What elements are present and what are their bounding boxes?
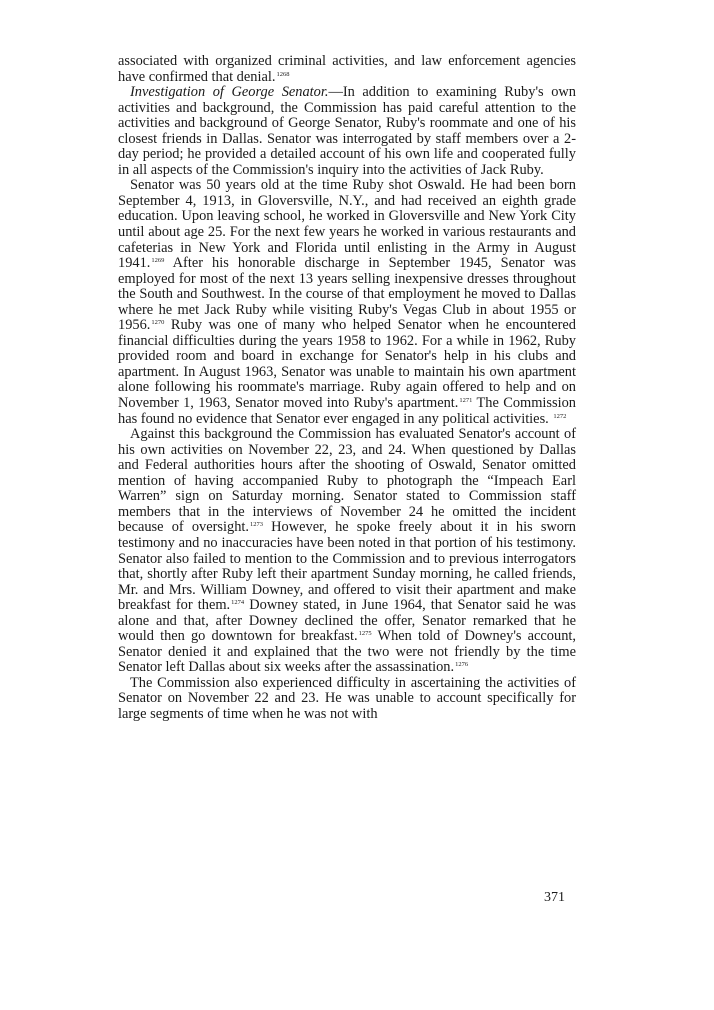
- paragraph-text: associated with organized criminal activities, and law enforcement agencies have confirmed that denial.: [118, 53, 576, 85]
- paragraph: [118, 85, 576, 178]
- paragraph-text: The Commission also experienced difficulty in ascertaining the activities of Senator on November 22 and 23. He was unable to account specifically for large segments of time when he was not with: [118, 674, 576, 722]
- paragraph-text: Downey stated, in June 1964, that Senator said he was alone and that, after Downey declined the offer, Senator remarked that he would then go downtown for breakfast.: [118, 597, 576, 645]
- footnote-reference: 1274: [231, 599, 245, 607]
- footnote-reference: 1275: [358, 630, 372, 638]
- paragraph: [118, 427, 576, 676]
- footnote-reference: 1270: [151, 319, 165, 327]
- footnote-reference: 1276: [455, 661, 469, 669]
- paragraph-text: The Commission has found no evidence that Senator ever engaged in any political activities.: [118, 395, 576, 427]
- footnote-reference: 1269: [151, 257, 165, 265]
- document-body: [118, 54, 576, 723]
- footnote-reference: 1268: [276, 70, 290, 78]
- paragraph-text: When told of Downey's account, Senator denied it and explained that the two were not friendly by the time Senator left Dallas about six weeks after the assassination.: [118, 628, 576, 676]
- paragraph-text: Ruby was one of many who helped Senator when he encountered financial difficulties during the years 1958 to 1962. For a while in 1962, Ruby provided room and board in exchange for Senator's help in his clubs and apartment. In August 1963, Senator was unable to maintain his own apartment alone following his roommate's marriage. Ruby again offered to help and on November 1, 1963, Senator moved into Ruby's apartment.: [118, 317, 576, 412]
- paragraph-text: Against this background the Commission has evaluated Senator's account of his own activities on November 22, 23, and 24. When questioned by Dallas and Federal authorities hours after the shooting of Oswald, Senator omitted mention of having accompanied Ruby to photograph the “Impeach Earl Warren” sign on Saturday morning. Senator stated to Commission staff members that in the interviews of November 24 he omitted the incident because of oversight.: [118, 426, 576, 536]
- paragraph-text: —In addition to examining Ruby's own activities and background, the Commission has paid careful attention to the activities and background of George Senator, Ruby's roommate and one of his closest friends in Dallas. Senator was interrogated by staff members over a 2-day period; he provided a detailed account of his own life and cooperated fully in all aspects of the Commission's inquiry into the activities of Jack Ruby.: [118, 84, 577, 178]
- paragraph-text: However, he spoke freely about it in his sworn testimony and no inaccuracies have been noted in that portion of his testimony. Senator also failed to mention to the Commission and to previous interrogators that, shortly after Ruby left their apartment Sunday morning, he called friends, Mr. and Mrs. William Downey, and offered to visit their apartment and make breakfast for them.: [118, 519, 576, 614]
- paragraph: [118, 178, 576, 427]
- paragraph-text: After his honorable discharge in September 1945, Senator was employed for most of the next 13 years selling inexpensive dresses throughout the South and Southwest. In the course of that employment he moved to Dallas where he met Jack Ruby while visiting Ruby's Vegas Club in about 1955 or 1956.: [118, 255, 576, 334]
- paragraph: [118, 676, 576, 723]
- page-number: 371: [544, 890, 565, 905]
- paragraph: [118, 54, 576, 85]
- paragraph-text: Senator was 50 years old at the time Ruby shot Oswald. He had been born September 4, 1913, in Gloversville, N.Y., and had received an eighth grade education. Upon leaving school, he worked in Gloversville and New York City until about age 25. For the next few years he worked in various restaurants and cafeterias in New York and Florida until enlisting in the Army in August 1941.: [118, 177, 576, 272]
- footnote-reference: 1271: [459, 397, 473, 405]
- footnote-reference: 1272: [553, 412, 567, 420]
- section-heading: Investigation of George Senator.: [130, 84, 329, 101]
- footnote-reference: 1273: [250, 521, 263, 529]
